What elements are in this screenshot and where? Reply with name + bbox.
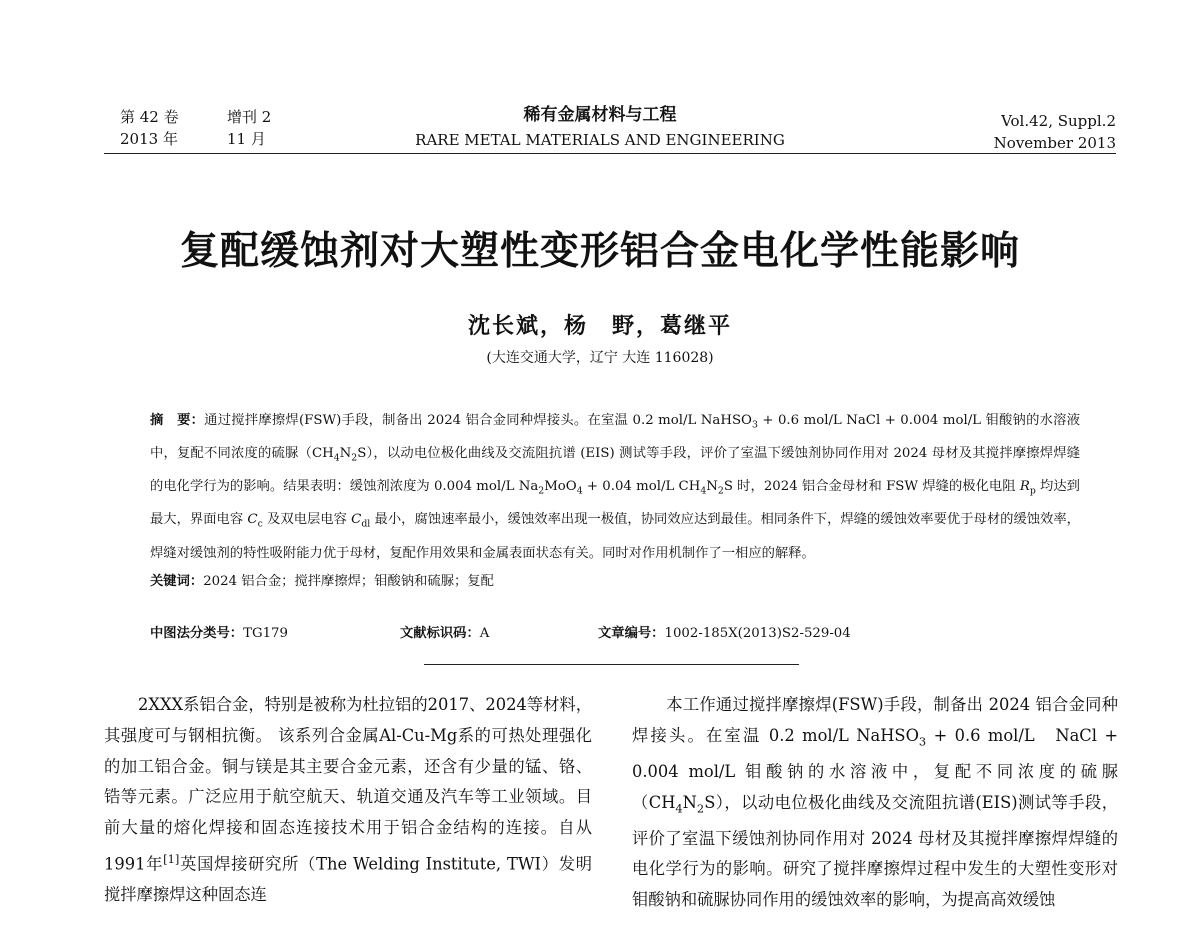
paper-affiliation: (大连交通大学，辽宁 大连 116028) [486, 350, 714, 366]
abstract-sub: 4 [700, 485, 707, 497]
year-label: 2013 年 [120, 130, 178, 148]
body-column-right [632, 690, 1118, 916]
body-column-left [104, 690, 592, 911]
abstract-text: + 0.6 mol/L NaCl + 0.004 mol/L 钼酸钠的水溶液中，复配不同浓度的硫脲（CH [150, 413, 1081, 462]
paper-title: 复配缓蚀剂对大塑性变形铝合金电化学性能影响 [179, 229, 1020, 274]
body-text: S），以动电位极化曲线及交流阻抗谱(EIS)测试等手段，评价了室温下缓蚀剂协同作用对 2024 母材及其搅拌摩擦焊焊缝的电化学行为的影响。研究了搅拌摩擦焊过程中发生的大塑性变形对钼酸钠和硫脲协同作用的缓蚀效率的影响，为提高高效缓蚀 [632, 792, 1119, 910]
abstract-text: S），以动电位极化曲线及交流阻抗谱 (EIS) 测试等手段，评价了室温下缓蚀剂协同作用对 2024 母材及其搅拌摩擦焊焊缝的电化学行为的影响。结果表明：缓蚀剂浓度为 0.004 mol/L Na [150, 446, 1080, 495]
body-text: 本工作通过搅拌摩擦焊(FSW)手段，制备出 2024 铝合金同种焊接头。在室温 0.2 mol/L NaHSO [632, 695, 1118, 745]
body-text: N [682, 792, 697, 812]
body-text: 2XXX系铝合金，特别是被称为杜拉铝的2017、2024等材料，其强度可与钢相抗衡。 该系列合金属Al-Cu-Mg系的可热处理强化的加工铝合金。铜与镁是其主要合金元素，还含有少量的锰、铬、锆等元素。广泛应用于航空航天、轨道交通及汽车等工业领域。目前大量的熔化焊接和固态连接技术用于铝合金结构的连接。自从1991年 [104, 695, 592, 874]
document-code-value: A [479, 626, 490, 641]
abstract-sub: 4 [576, 485, 583, 497]
abstract-text: S 时，2024 铝合金母材和 FSW 焊缝的极化电阻 [723, 479, 1020, 495]
abstract-text: + 0.04 mol/L CH [582, 479, 701, 495]
date-en: November 2013 [993, 134, 1116, 152]
body-sub: 3 [918, 734, 927, 749]
header-rule [104, 153, 1116, 154]
abstract-text: N [706, 479, 718, 495]
abstract-sub: 3 [751, 419, 758, 431]
article-number-label: 文章编号： [598, 626, 665, 641]
abstract-label: 摘 要： [150, 413, 205, 428]
body-text: 英国焊接研究所（The Welding Institute, TWI）发明搅拌摩擦焊这种固态连 [104, 854, 592, 905]
document-code [400, 622, 489, 641]
abstract-sub: dl [361, 519, 371, 531]
clc-label: 中图法分类号： [150, 626, 244, 641]
abstract [150, 407, 1080, 597]
abstract-text: N [339, 446, 352, 462]
abstract-text: 最小，腐蚀速率最小，缓蚀效率出现一极值，协同效应达到最佳。相同条件下，焊缝的缓蚀效率要优于母材的缓蚀效率，焊缝对缓蚀剂的特性吸附能力优于母材，复配作用效果和金属表面状态有关。同时对作用机制作了一相应的解释。 [150, 512, 1080, 561]
abstract-sub: p [1029, 485, 1036, 497]
article-number-value: 1002-185X(2013)S2-529-04 [664, 626, 851, 641]
abstract-sub: 2 [538, 485, 545, 497]
paper-authors: 沈长斌，杨 野，葛继平 [467, 313, 732, 339]
abstract-text: 及双电层电容 [262, 512, 352, 528]
body-text: + 0.6 mol/L NaCl + 0.004 mol/L 钼酸钠的水溶液中，复配不同浓度的硫脲（CH [632, 725, 1118, 812]
abstract-symbol: C [247, 512, 258, 528]
document-code-label: 文献标识码： [400, 626, 480, 641]
issue-label: 增刊 2 [227, 108, 272, 126]
abstract-symbol: R [1019, 479, 1030, 495]
abstract-sub: 2 [351, 452, 358, 464]
body-sub: 2 [696, 800, 705, 815]
abstract-text: 均达到最大，界面电容 [150, 479, 1080, 528]
abstract-text: MoO [544, 479, 577, 495]
reference-marker: [1] [163, 851, 180, 866]
volume-en: Vol.42, Suppl.2 [1001, 112, 1116, 130]
journal-title-en: RARE METAL MATERIALS AND ENGINEERING [415, 131, 785, 149]
month-label: 11 月 [227, 130, 266, 148]
article-number [598, 622, 851, 641]
journal-title-cn: 稀有金属材料与工程 [523, 105, 677, 125]
abstract-text: 通过搅拌摩擦焊(FSW)手段，制备出 2024 铝合金同种焊接头。在室温 0.2 mol/L NaHSO [204, 413, 752, 428]
abstract-sub: c [257, 519, 263, 531]
abstract-symbol: C [351, 512, 362, 528]
abstract-sub: 4 [333, 452, 340, 464]
clc-value: TG179 [243, 626, 288, 641]
body-sub: 4 [675, 800, 683, 815]
keywords-label: 关键词： [150, 574, 204, 590]
clc-code [150, 622, 288, 641]
keywords-text: 2024 铝合金；搅拌摩擦焊；钼酸钠和硫脲；复配 [203, 574, 494, 590]
abstract-divider [424, 664, 799, 665]
abstract-sub: 2 [717, 485, 724, 497]
volume-label: 第 42 卷 [120, 108, 179, 126]
